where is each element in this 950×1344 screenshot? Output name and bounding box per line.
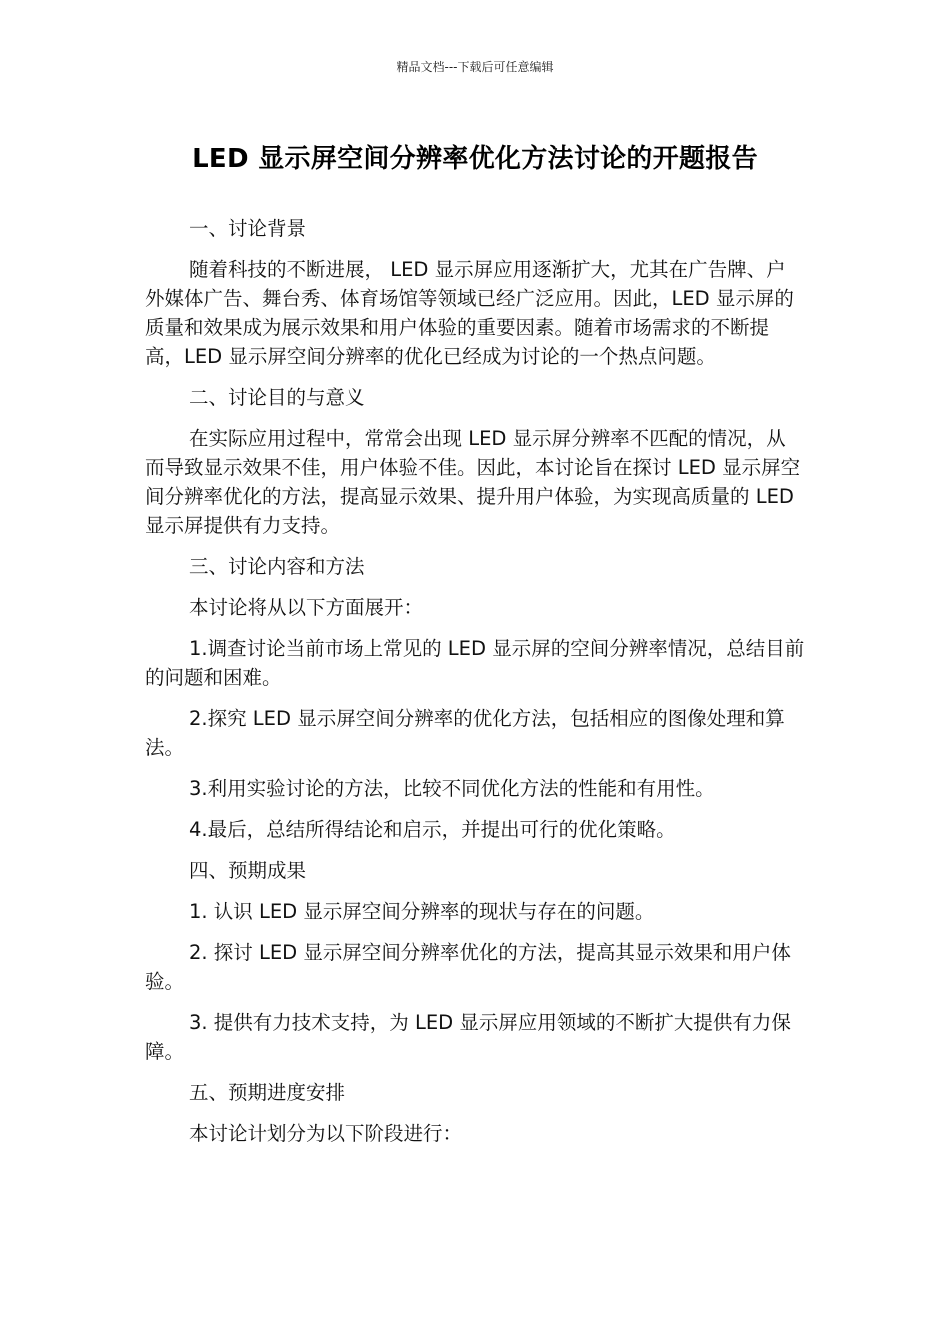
section-heading-schedule: 五、预期进度安排 [189,1081,346,1104]
section-heading-content-method: 三、讨论内容和方法 [189,555,365,578]
expected-item-1: 1. 认识 LED 显示屏空间分辨率的现状与存在的问题。 [189,900,655,923]
background-paragraph: 随着科技的不断进展， LED 显示屏应用逐渐扩大，尤其在广告牌、户外媒体广告、舞台秀、体育场馆等领域已经广泛应用。因此，LED 显示屏的质量和效果成为展示效果和用户体验的重要因素。随着市场需求的不断提高，LED 显示屏空间分辨率的优化已经成为讨论的一个热点问题。 [145,258,794,368]
document-body [145,214,805,1160]
section-heading-background: 一、讨论背景 [189,217,307,240]
purpose-paragraph: 在实际应用过程中，常常会出现 LED 显示屏分辨率不匹配的情况，从而导致显示效果不佳，用户体验不佳。因此，本讨论旨在探讨 LED 显示屏空间分辨率优化的方法，提高显示效果、提升用户体验，为实现高质量的 LED 显示屏提供有力支持。 [145,427,801,537]
section-heading-expected-results: 四、预期成果 [189,859,307,882]
expected-item-2: 2. 探讨 LED 显示屏空间分辨率优化的方法，提高其显示效果和用户体验。 [145,941,791,993]
content-intro: 本讨论将从以下方面展开： [189,596,424,619]
section-heading-purpose: 二、讨论目的与意义 [189,386,365,409]
document-title: LED 显示屏空间分辨率优化方法讨论的开题报告 [192,144,758,174]
content-item-4: 4.最后，总结所得结论和启示，并提出可行的优化策略。 [189,818,676,841]
content-item-2: 2.探究 LED 显示屏空间分辨率的优化方法，包括相应的图像处理和算法。 [145,707,785,759]
content-item-1: 1.调查讨论当前市场上常见的 LED 显示屏的空间分辨率情况，总结目前的问题和困难。 [145,637,805,689]
schedule-intro: 本讨论计划分为以下阶段进行： [189,1122,463,1145]
expected-item-3: 3. 提供有力技术支持，为 LED 显示屏应用领域的不断扩大提供有力保障。 [145,1011,791,1063]
content-item-3: 3.利用实验讨论的方法，比较不同优化方法的性能和有用性。 [189,777,715,800]
page-header-note: 精品文档---下载后可任意编辑 [396,60,554,74]
